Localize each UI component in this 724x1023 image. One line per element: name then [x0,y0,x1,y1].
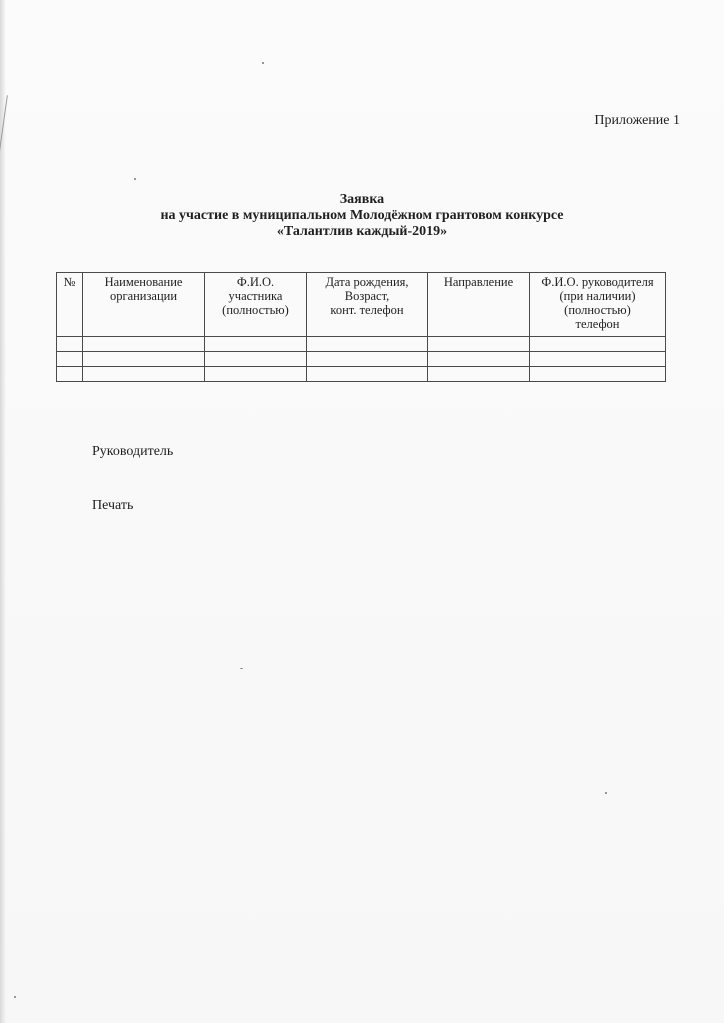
scan-speck [240,668,243,669]
table-row [57,352,666,367]
scan-edge-shadow [0,0,6,1023]
stamp-label: Печать [92,498,134,513]
table-row [57,367,666,382]
table-cell[interactable] [428,352,530,367]
header-organization: Наименование организации [83,273,205,337]
table-cell[interactable] [205,367,307,382]
header-number: № [57,273,83,337]
application-table [56,272,666,382]
table-cell[interactable] [57,337,83,352]
table-cell[interactable] [428,337,530,352]
title-line-1: Заявка [339,192,385,207]
table-cell[interactable] [530,337,666,352]
table-cell[interactable] [57,352,83,367]
title-line-3: «Талантлив каждый-2019» [276,224,448,239]
table-cell[interactable] [307,367,428,382]
table-cell[interactable] [530,367,666,382]
header-participant-name: Ф.И.О. участника (полностью) [205,273,307,337]
table-cell[interactable] [205,352,307,367]
table-cell[interactable] [83,337,205,352]
table-cell[interactable] [83,352,205,367]
header-direction: Направление [428,273,530,337]
document-title [0,192,724,240]
table-header-row [57,273,666,337]
table-cell[interactable] [307,352,428,367]
table-cell[interactable] [83,367,205,382]
table-cell[interactable] [57,367,83,382]
table-cell[interactable] [205,337,307,352]
scan-speck [605,792,607,794]
appendix-label: Приложение 1 [594,113,680,128]
scan-speck [134,178,136,180]
head-signature-label: Руководитель [92,444,174,459]
table-cell[interactable] [428,367,530,382]
table-row [57,337,666,352]
table-cell[interactable] [307,337,428,352]
header-birth-date: Дата рождения, Возраст, конт. телефон [307,273,428,337]
title-line-2: на участие в муниципальном Молодёжном грантовом конкурсе [160,208,564,223]
scan-speck [14,996,16,998]
scan-speck [262,62,264,64]
header-supervisor: Ф.И.О. руководителя (при наличии) (полностью) телефон [530,273,666,337]
table-cell[interactable] [530,352,666,367]
